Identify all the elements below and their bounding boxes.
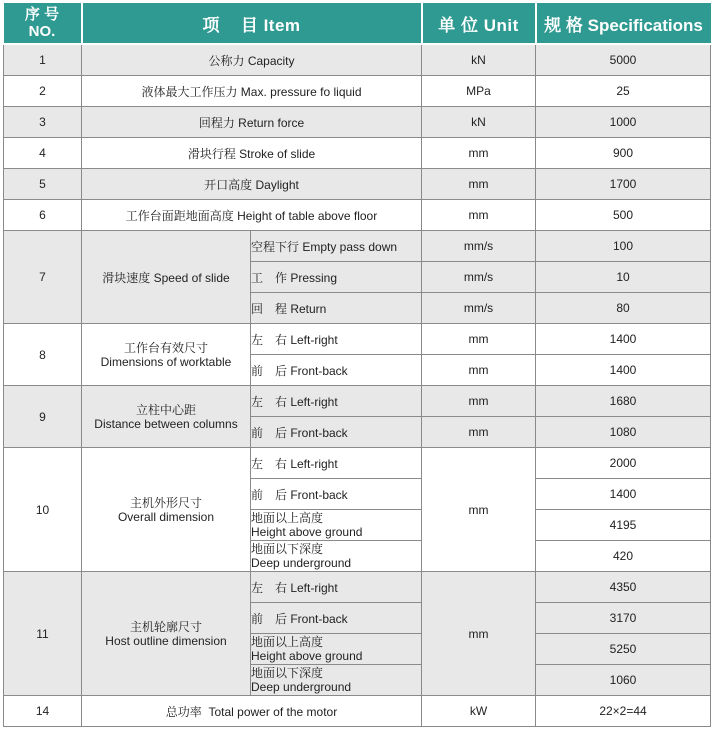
row-item-en: Distance between columns <box>94 416 238 431</box>
row-spec: 1400 <box>536 479 711 510</box>
table-row <box>4 324 711 355</box>
row-unit: mm <box>422 448 536 572</box>
row-spec: 3170 <box>536 603 711 634</box>
row-spec: 4195 <box>536 510 711 541</box>
row-unit: mm/s <box>422 262 536 293</box>
sub-item-label: 前 后 Front-back <box>251 355 422 386</box>
row-spec: 1000 <box>536 107 711 138</box>
header-unit: 单 位 Unit <box>422 3 536 44</box>
row-unit: mm/s <box>422 293 536 324</box>
row-spec: 1060 <box>536 665 711 696</box>
table-row <box>4 231 711 262</box>
row-spec: 80 <box>536 293 711 324</box>
sub-item-label-en: Deep underground <box>251 556 352 570</box>
row-no: 8 <box>4 324 82 386</box>
sub-item-label: 左 右 Left-right <box>251 572 422 603</box>
table-row <box>4 448 711 479</box>
table-row <box>4 107 711 138</box>
sub-item-label <box>251 541 422 572</box>
row-spec: 1400 <box>536 324 711 355</box>
sub-item-label: 左 右 Left-right <box>251 324 422 355</box>
sub-item-label-cn: 地面以下深度 <box>251 542 324 556</box>
sub-item-label <box>251 665 422 696</box>
sub-item-label: 前 后 Front-back <box>251 417 422 448</box>
table-row <box>4 138 711 169</box>
row-no: 2 <box>4 76 82 107</box>
row-spec: 2000 <box>536 448 711 479</box>
row-unit: MPa <box>422 76 536 107</box>
sub-item-label: 空程下行 Empty pass down <box>251 231 422 262</box>
row-item-en: Dimensions of worktable <box>100 354 232 369</box>
row-spec: 900 <box>536 138 711 169</box>
row-item <box>82 324 251 386</box>
row-item: 滑块速度 Speed of slide <box>82 231 251 324</box>
row-unit: kN <box>422 107 536 138</box>
row-spec: 100 <box>536 231 711 262</box>
row-spec: 25 <box>536 76 711 107</box>
row-unit: kW <box>422 696 536 727</box>
sub-item-label-cn: 地面以上高度 <box>251 635 324 649</box>
row-item: 滑块行程 Stroke of slide <box>82 138 422 169</box>
row-item-en: Overall dimension <box>117 509 215 524</box>
row-item-cn: 工作台有效尺寸 <box>123 340 208 355</box>
header-spec: 规 格 Specifications <box>536 3 711 44</box>
sub-item-label: 前 后 Front-back <box>251 479 422 510</box>
row-unit: mm <box>422 355 536 386</box>
sub-item-label: 前 后 Front-back <box>251 603 422 634</box>
row-spec: 22×2=44 <box>536 696 711 727</box>
row-unit: mm <box>422 386 536 417</box>
header-no-en: NO. <box>28 23 56 40</box>
row-spec: 5250 <box>536 634 711 665</box>
table-row <box>4 386 711 417</box>
row-item <box>82 572 251 696</box>
row-item-cn: 立柱中心距 <box>135 402 196 417</box>
header-no <box>4 3 82 44</box>
row-unit: mm <box>422 169 536 200</box>
row-no: 3 <box>4 107 82 138</box>
row-item-en: Host outline dimension <box>105 633 227 648</box>
row-no: 10 <box>4 448 82 572</box>
row-no: 4 <box>4 138 82 169</box>
row-item: 总功率 Total power of the motor <box>82 696 422 727</box>
table-row <box>4 696 711 727</box>
row-item-cn: 主机外形尺寸 <box>129 495 202 510</box>
table-row <box>4 76 711 107</box>
row-item: 工作台面距地面高度 Height of table above floor <box>82 200 422 231</box>
row-item-cn: 主机轮廓尺寸 <box>129 619 202 634</box>
row-item: 公称力 Capacity <box>82 44 422 76</box>
row-unit: mm <box>422 138 536 169</box>
sub-item-label: 左 右 Left-right <box>251 448 422 479</box>
row-unit: mm/s <box>422 231 536 262</box>
row-spec: 1400 <box>536 355 711 386</box>
sub-item-label: 工 作 Pressing <box>251 262 422 293</box>
row-item: 回程力 Return force <box>82 107 422 138</box>
sub-item-label-cn: 地面以下深度 <box>251 666 324 680</box>
row-no: 9 <box>4 386 82 448</box>
header-item: 项 目 Item <box>82 3 422 44</box>
row-unit: mm <box>422 200 536 231</box>
row-spec: 1700 <box>536 169 711 200</box>
header-no-cn: 序 号 <box>24 6 60 23</box>
row-no: 5 <box>4 169 82 200</box>
row-spec: 1080 <box>536 417 711 448</box>
row-spec: 4350 <box>536 572 711 603</box>
row-spec: 1680 <box>536 386 711 417</box>
row-spec: 10 <box>536 262 711 293</box>
row-spec: 5000 <box>536 44 711 76</box>
specifications-table <box>3 3 711 727</box>
row-unit: kN <box>422 44 536 76</box>
sub-item-label: 左 右 Left-right <box>251 386 422 417</box>
row-no: 11 <box>4 572 82 696</box>
row-unit: mm <box>422 572 536 696</box>
table-row <box>4 44 711 76</box>
sub-item-label-en: Height above ground <box>251 525 363 539</box>
row-item <box>82 448 251 572</box>
sub-item-label <box>251 634 422 665</box>
row-unit: mm <box>422 324 536 355</box>
table-row <box>4 200 711 231</box>
row-item: 开口高度 Daylight <box>82 169 422 200</box>
row-no: 14 <box>4 696 82 727</box>
row-no: 1 <box>4 44 82 76</box>
row-no: 7 <box>4 231 82 324</box>
sub-item-label: 回 程 Return <box>251 293 422 324</box>
row-unit: mm <box>422 417 536 448</box>
row-spec: 420 <box>536 541 711 572</box>
row-no: 6 <box>4 200 82 231</box>
sub-item-label-cn: 地面以上高度 <box>251 511 324 525</box>
row-spec: 500 <box>536 200 711 231</box>
row-item: 液体最大工作压力 Max. pressure fo liquid <box>82 76 422 107</box>
sub-item-label <box>251 510 422 541</box>
header-row <box>4 3 711 44</box>
table-row <box>4 169 711 200</box>
sub-item-label-en: Height above ground <box>251 649 363 663</box>
table-row <box>4 572 711 603</box>
sub-item-label-en: Deep underground <box>251 680 352 694</box>
row-item <box>82 386 251 448</box>
